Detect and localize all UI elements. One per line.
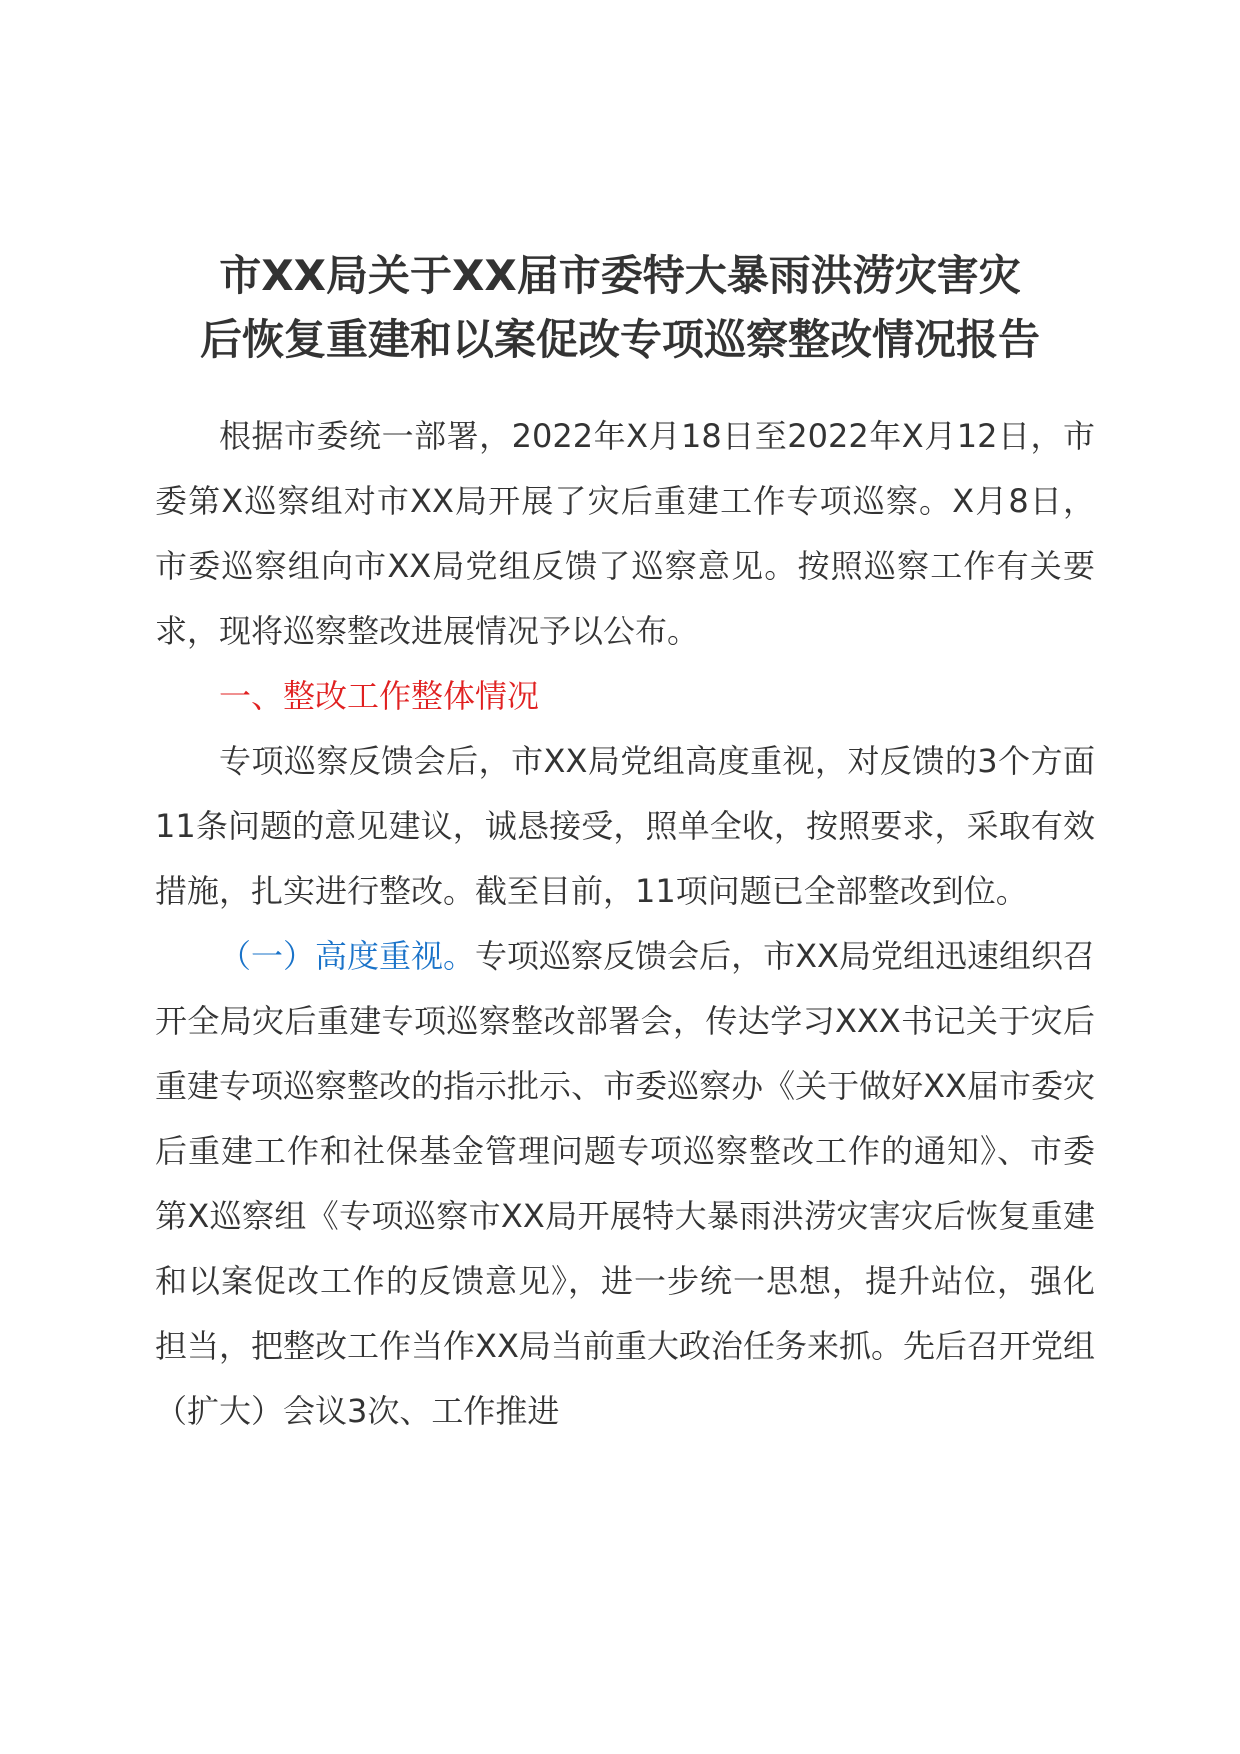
subsection-paragraph (155, 924, 1095, 1444)
document-title (150, 244, 1090, 372)
section-paragraph: 专项巡察反馈会后，市XX局党组高度重视，对反馈的3个方面11条问题的意见建议，诚恳接受，照单全收，按照要求，采取有效措施，扎实进行整改。截至目前，11项问题已全部整改到位。 (155, 742, 1095, 910)
subsection-heading: （一）高度重视。 (219, 937, 476, 975)
intro-paragraph: 根据市委统一部署，2022年X月18日至2022年X月12日，市委第X巡察组对市XX局开展了灾后重建工作专项巡察。X月8日，市委巡察组向市XX局党组反馈了巡察意见。按照巡察工作有关要求，现将巡察整改进展情况予以公布。 (155, 417, 1095, 650)
subsection-text: 专项巡察反馈会后，市XX局党组迅速组织召开全局灾后重建专项巡察整改部署会，传达学习XXX书记关于灾后重建专项巡察整改的指示批示、市委巡察办《关于做好XX届市委灾后重建工作和社保基金管理问题专项巡察整改工作的通知》、市委第X巡察组《专项巡察市XX局开展特大暴雨洪涝灾害灾后恢复重建和以案促改工作的反馈意见》，进一步统一思想，提升站位，强化担当，把整改工作当作XX局当前重大政治任务来抓。先后召开党组（扩大）会议3次、工作推进 (155, 937, 1095, 1430)
title-line-1: 市XX局关于XX届市委特大暴雨洪涝灾害灾 (219, 251, 1021, 300)
document-body (155, 404, 1095, 1444)
title-line-2: 后恢复重建和以案促改专项巡察整改情况报告 (199, 315, 1040, 364)
section-heading: 一、整改工作整体情况 (219, 677, 540, 715)
